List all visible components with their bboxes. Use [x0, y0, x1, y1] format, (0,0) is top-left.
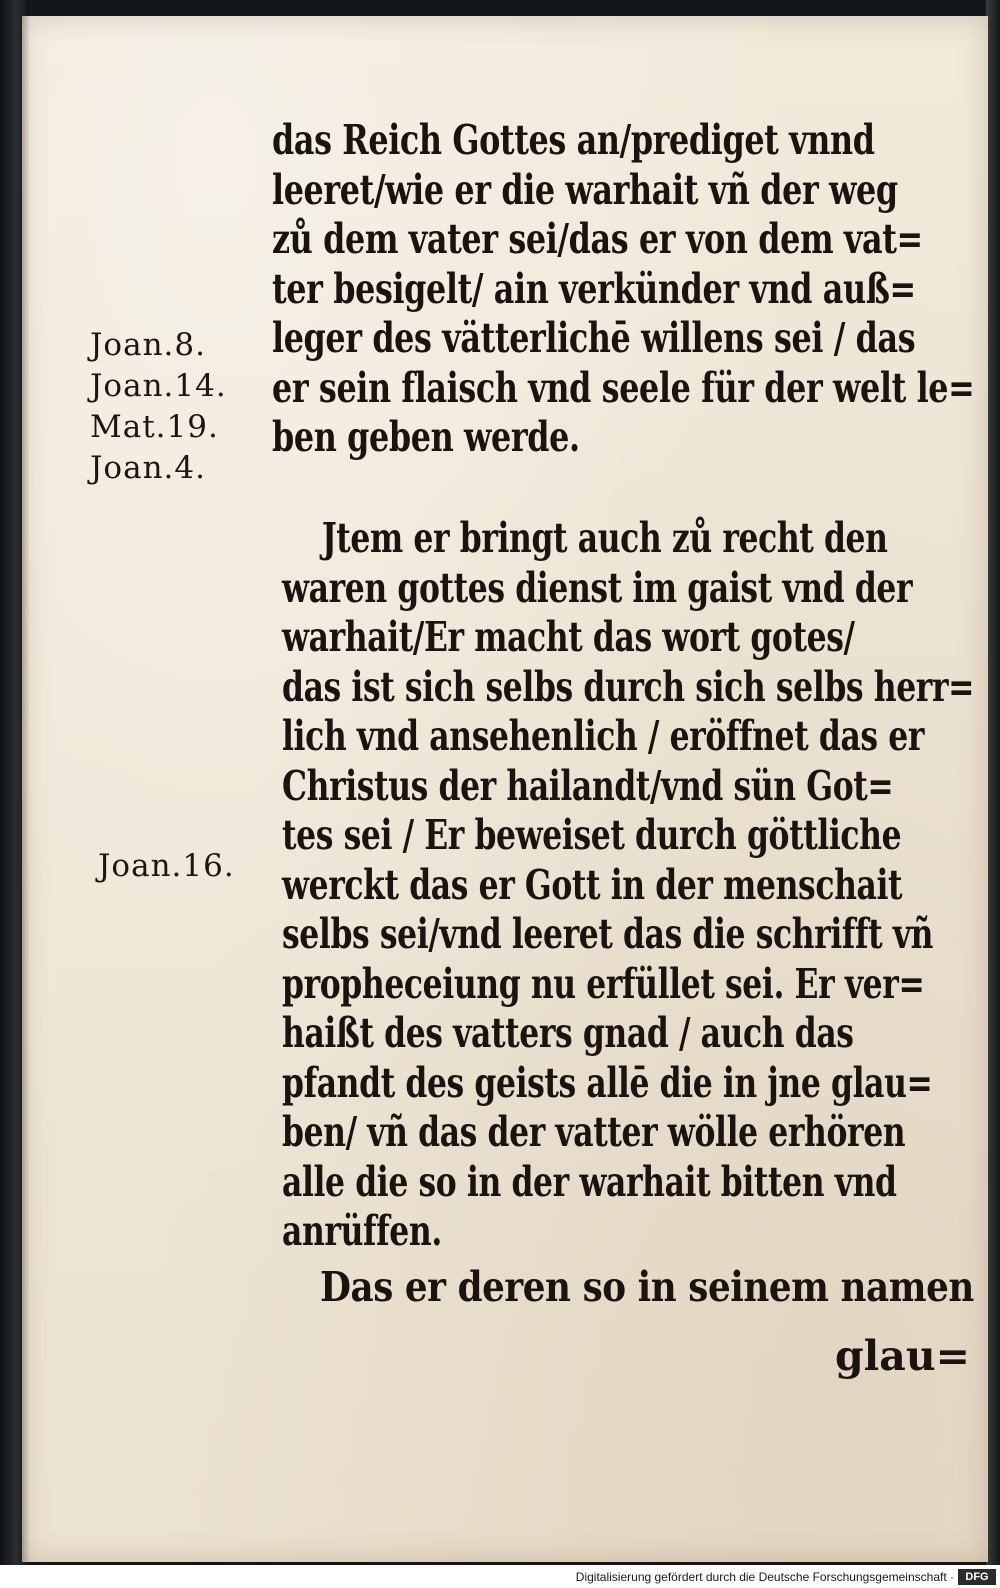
page-gutter-shadow [22, 16, 30, 1562]
paragraph-2 [282, 514, 974, 1257]
text-line: selbs sei/vnd leeret das die schrifft vñ [282, 910, 934, 958]
book-page [22, 16, 988, 1562]
text-line: zů dem vater sei/das er von dem vat= [272, 215, 923, 263]
digitization-credit: Digitalisierung gefördert durch die Deutsche Forschungsgemeinschaft · [575, 1570, 954, 1584]
text-line: Christus der hailandt/vnd sün Got= [282, 761, 894, 810]
text-line: warhait/Er macht das wort gotes/ [282, 613, 855, 661]
text-line: pfandt des geists allē die in jne glau= [282, 1058, 933, 1107]
margin-note-joan-4: Joan.4. [90, 450, 206, 486]
text-line: Das er deren so in seinem namen [320, 1263, 974, 1311]
text-line: leger des vätterlichē willens sei / das [272, 314, 916, 362]
margin-note-joan-14: Joan.14. [90, 368, 227, 404]
text-line: haißt des vatters gnad / auch das [282, 1009, 854, 1057]
catchword: glau= [835, 1332, 970, 1380]
text-line: waren gottes dienst im gaist vnd der [282, 563, 913, 612]
text-line: propheceiung nu erfüllet sei. Er ver= [282, 959, 925, 1008]
text-line: ben/ vñ das der vatter wölle erhören [282, 1108, 906, 1156]
text-line: das Reich Gottes an/prediget vnnd [272, 116, 875, 164]
text-line: das ist sich selbs durch sich selbs herr= [282, 662, 975, 711]
text-line: ter besigelt/ ain verkünder vnd auß= [272, 264, 916, 313]
text-line: ben geben werde. [272, 413, 580, 461]
book-binding-right [986, 0, 1000, 1565]
text-line: anrüffen. [282, 1207, 442, 1255]
footer-bar [0, 1565, 1000, 1588]
margin-note-mat-19: Mat.19. [90, 409, 219, 445]
text-line: werckt das er Gott in der menschait [282, 860, 903, 909]
margin-note-joan-8: Joan.8. [90, 327, 206, 363]
text-line: lich vnd ansehenlich / eröffnet das er [282, 712, 925, 760]
paragraph-1 [272, 116, 974, 463]
text-line: tes sei / Er beweiset durch göttliche [282, 811, 902, 859]
paragraph-3 [320, 1263, 974, 1313]
dfg-logo: DFG [958, 1569, 996, 1585]
text-line: leeret/wie er die warhait vñ der weg [272, 165, 898, 214]
text-line: Jtem er bringt auch zů recht den [321, 514, 888, 562]
text-line: alle die so in der warhait bitten vnd [282, 1157, 897, 1206]
text-line: er sein flaisch vnd seele für der welt le= [272, 363, 975, 412]
margin-note-joan-16: Joan.16. [98, 848, 235, 884]
